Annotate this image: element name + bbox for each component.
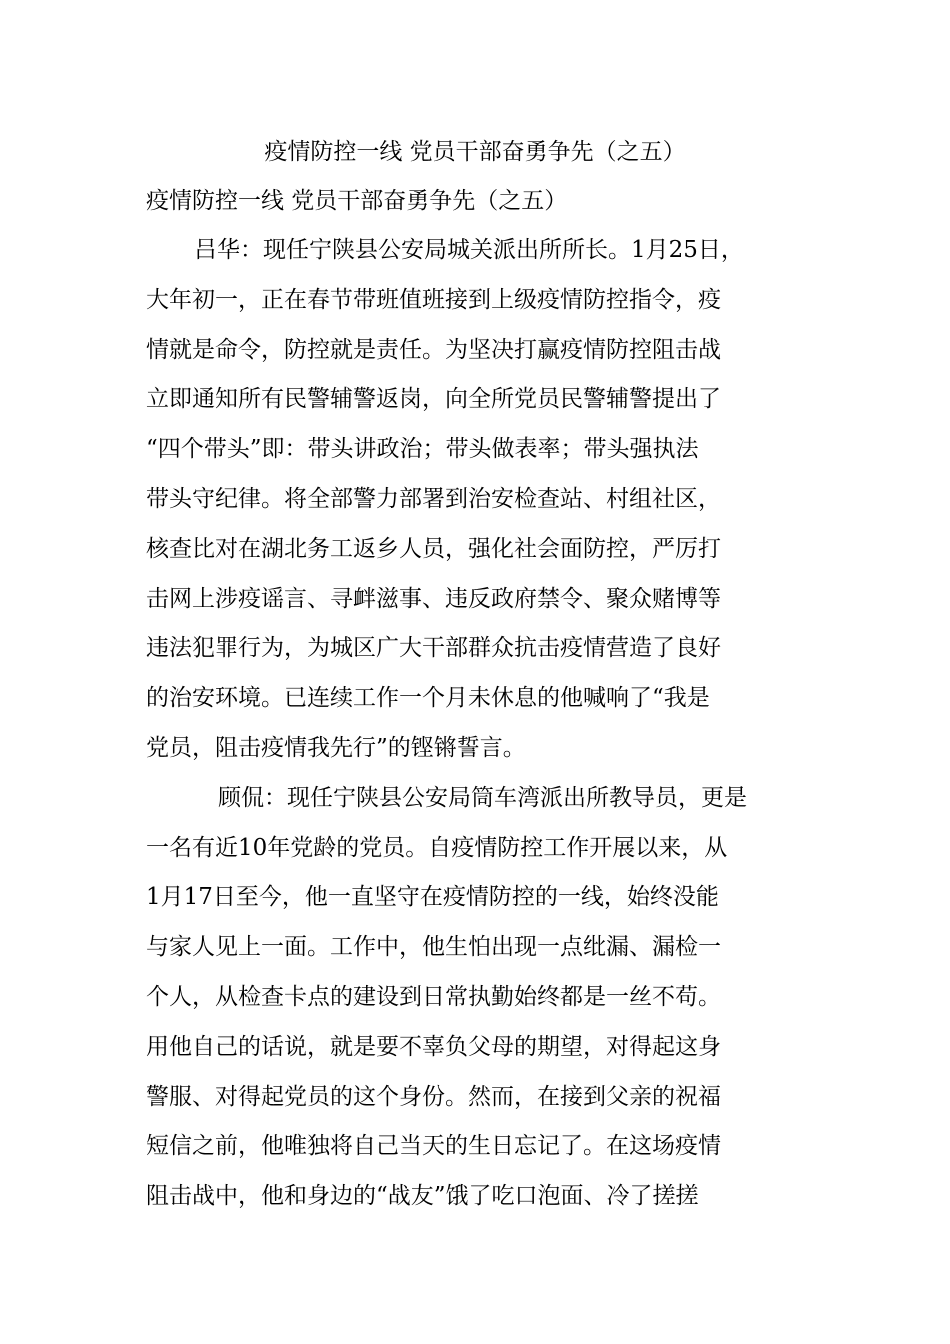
text-line: 核查比对在湖北务工返乡人员，强化社会面防控，严厉打 [146, 535, 721, 562]
text-line: 的治安环境。已连续工作一个月未休息的他喊响了“我是 [146, 685, 710, 712]
text-line: 警服、对得起党员的这个身份。然而，在接到父亲的祝福 [146, 1083, 721, 1110]
document-body [146, 232, 826, 1228]
document-title: 疫情防控一线 党员干部奋勇争先（之五） [264, 139, 686, 165]
text-line: 与家人见上一面。工作中，他生怕出现一点纰漏、漏检一 [146, 934, 721, 961]
text-line: 党员，阻击疫情我先行”的铿锵誓言。 [146, 734, 526, 761]
text-line: 一名有近10年党龄的党员。自疫情防控工作开展以来，从 [146, 834, 728, 861]
paragraph-gu-kan [146, 780, 826, 1228]
text-line: 个人，从检查卡点的建设到日常执勤始终都是一丝不苟。 [146, 983, 721, 1010]
text-line: 阻击战中，他和身边的“战友”饿了吃口泡面、冷了搓搓 [146, 1183, 699, 1210]
paragraph-lu-hua [146, 232, 826, 780]
text-line: 立即通知所有民警辅警返岗，向全所党员民警辅警提出了 [146, 386, 721, 413]
text-line: 大年初一，正在春节带班值班接到上级疫情防控指令，疫 [146, 286, 721, 313]
text-line: 1月17日至今，他一直坚守在疫情防控的一线，始终没能 [146, 884, 719, 911]
text-line: 顾侃：现任宁陕县公安局筒车湾派出所教导员，更是 [218, 784, 747, 811]
text-line: 违法犯罪行为，为城区广大干部群众抗击疫情营造了良好 [146, 635, 721, 662]
text-line: 短信之前，他唯独将自己当天的生日忘记了。在这场疫情 [146, 1133, 721, 1160]
text-line: 用他自己的话说，就是要不辜负父母的期望，对得起这身 [146, 1033, 721, 1060]
text-line: 吕华：现任宁陕县公安局城关派出所所长。1月25日， [194, 237, 744, 263]
text-line: 击网上涉疫谣言、寻衅滋事、违反政府禁令、聚众赌博等 [146, 585, 721, 612]
text-line: “四个带头”即：带头讲政治；带头做表率；带头强执法 [146, 436, 699, 463]
document-subtitle: 疫情防控一线 党员干部奋勇争先（之五） [146, 188, 568, 214]
text-line: 情就是命令，防控就是责任。为坚决打赢疫情防控阻击战 [146, 336, 721, 363]
text-line: 带头守纪律。将全部警力部署到治安检查站、村组社区， [146, 485, 721, 512]
